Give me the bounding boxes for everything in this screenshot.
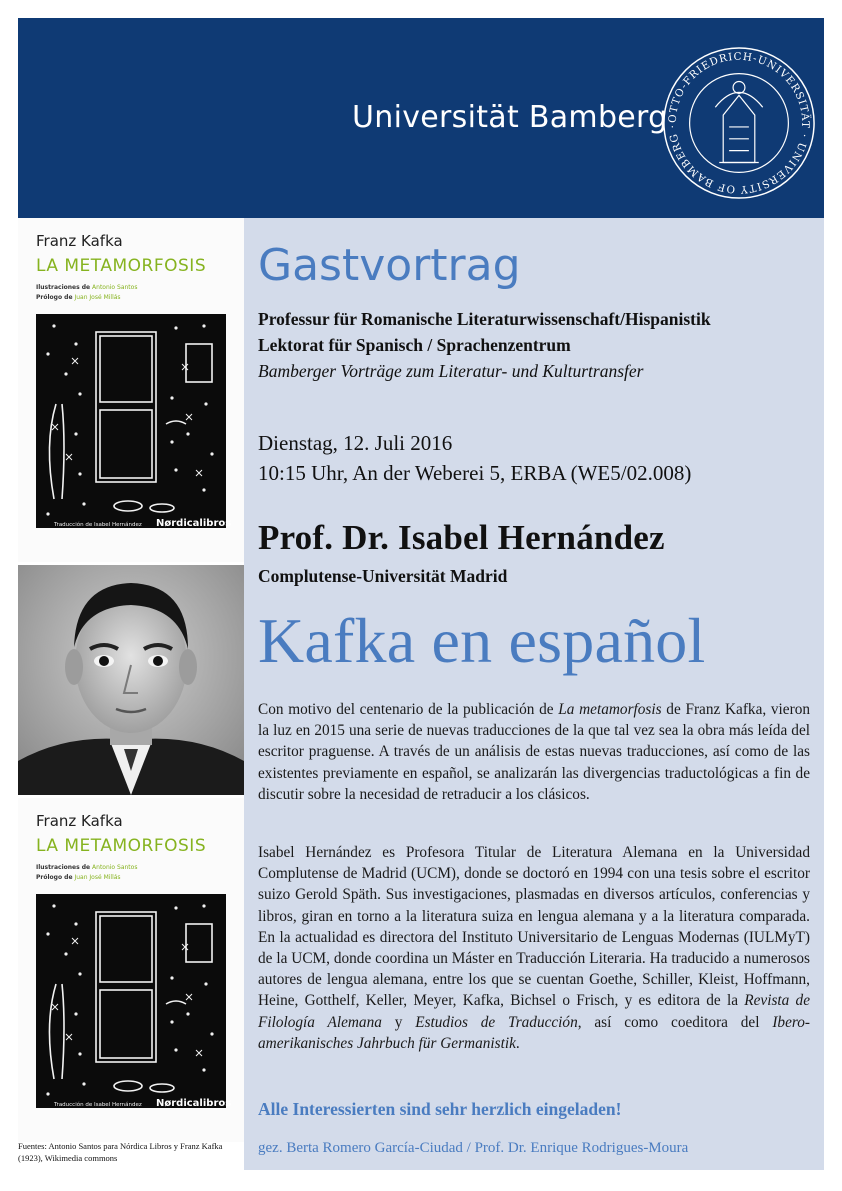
university-seal-icon [660, 44, 818, 202]
series-line: Bamberger Vorträge zum Literatur- und Kulturtransfer [258, 361, 644, 381]
cover-author: Franz Kafka [36, 812, 123, 830]
prologue-author: Juan José Millás [74, 874, 121, 881]
svg-text:OTTO-FRIEDRICH-UNIVERSITÄT · U [667, 51, 814, 196]
bio-text: , así como coeditora del [577, 1013, 773, 1031]
speaker-affiliation: Complutense-Universität Madrid [258, 566, 508, 586]
cover-translator: Traducción de Isabel Hernández [54, 1102, 142, 1108]
prologue-author: Juan José Millás [74, 294, 121, 301]
bio-journal-3: Ibero-amerikanisches Jahrbuch für Germanistik [258, 1013, 810, 1052]
department-line: Professur für Romanische Literaturwissenschaft/Hispanistik [258, 309, 711, 329]
cover-translator: Traducción de Isabel Hernández [54, 522, 142, 528]
cover-illustrator [36, 284, 137, 291]
abstract-text: Con motivo del centenario de la publicación de [258, 701, 559, 718]
lektorat-line: Lektorat für Spanisch / Sprachenzentrum [258, 335, 571, 355]
prologue-prefix: Prólogo de [36, 874, 73, 881]
abstract-text: de Franz Kafka, vieron la luz en 2015 una serie de nuevas traducciones de la que tal vez sea la obra más leída del escritor praguense. A través de un análisis de estas nuevas traducciones, así como de las existentes previamente en español, se analizarán las divergencias traductológicas a fin de discutir sobre la necesidad de retraducir a los clásicos. [258, 701, 810, 803]
event-date: Dienstag, 12. Juli 2016 [258, 431, 453, 455]
illustrations-prefix: Ilustraciones de [36, 864, 91, 871]
book-cover-bottom [18, 798, 244, 1142]
bio-text: Isabel Hernández es Profesora Titular de Literatura Alemana en la Universidad Complutense de Madrid (UCM), donde se doctoró en 1994 con una tesis sobre el escritor suizo Gerold Späth. Sus investigaciones, plasmadas en diversos artículos, conferencias y libros, giran en torno a la literatura suiza en lengua alemana y a la literatura comparada. En la actualidad es directora del Instituto Universitario de Lenguas Modernas (IULMyT) de la UCM, donde coordina un Máster en Traducción Literaria. Ha traducido a numerosos autores de lengua alemana, entre los que se cuentan Goethe, Schiller, Kleist, Hoffmann, Heine, Gotthelf, Keller, Meyer, Kafka, Bichsel o Frisch, y es editora de la [258, 844, 810, 1010]
university-name: Universität Bamberg [352, 100, 668, 135]
cover-illustrator [36, 864, 137, 871]
abstract-book-title: La metamorfosis [558, 701, 662, 718]
cover-prologue [36, 294, 121, 301]
university-header [18, 18, 824, 218]
image-credits: Fuentes: Antonio Santos para Nórdica Libros y Franz Kafka (1923), Wikimedia commons [18, 1141, 223, 1163]
bio-text: y [381, 1013, 416, 1031]
bio-journal-2: Estudios de Traducción [415, 1013, 578, 1031]
bio-paragraph [258, 842, 810, 1054]
cover-illustration [36, 894, 226, 1108]
book-cover-top [18, 218, 244, 562]
bio-journal-1: Revista de Filología Alemana [258, 992, 810, 1031]
signature: gez. Berta Romero García-Ciudad / Prof. Dr. Enrique Rodrigues-Moura [258, 1140, 689, 1156]
cover-author: Franz Kafka [36, 232, 123, 250]
prologue-prefix: Prólogo de [36, 294, 73, 301]
cover-illustration [36, 314, 226, 528]
illustrator-name: Antonio Santos [92, 864, 138, 871]
bio-text: . [515, 1034, 520, 1052]
illustrations-prefix: Ilustraciones de [36, 284, 91, 291]
speaker-name: Prof. Dr. Isabel Hernández [258, 518, 665, 557]
lecture-title: Kafka en español [258, 605, 706, 676]
cover-title: LA METAMORFOSIS [36, 836, 207, 856]
event-type: Gastvortrag [258, 240, 521, 291]
cover-publisher: Nørdicalibros [156, 518, 232, 529]
seal-text: OTTO-FRIEDRICH-UNIVERSITÄT · UNIVERSITY OF BAMBERG · [666, 50, 812, 196]
abstract-paragraph [258, 699, 810, 805]
invitation: Alle Interessierten sind sehr herzlich eingeladen! [258, 1099, 622, 1119]
illustrator-name: Antonio Santos [92, 284, 138, 291]
event-time-place: 10:15 Uhr, An der Weberei 5, ERBA (WE5/02.008) [258, 461, 692, 485]
kafka-portrait [18, 565, 244, 795]
cover-publisher: Nørdicalibros [156, 1098, 232, 1109]
cover-prologue [36, 874, 121, 881]
cover-title: LA METAMORFOSIS [36, 256, 207, 276]
